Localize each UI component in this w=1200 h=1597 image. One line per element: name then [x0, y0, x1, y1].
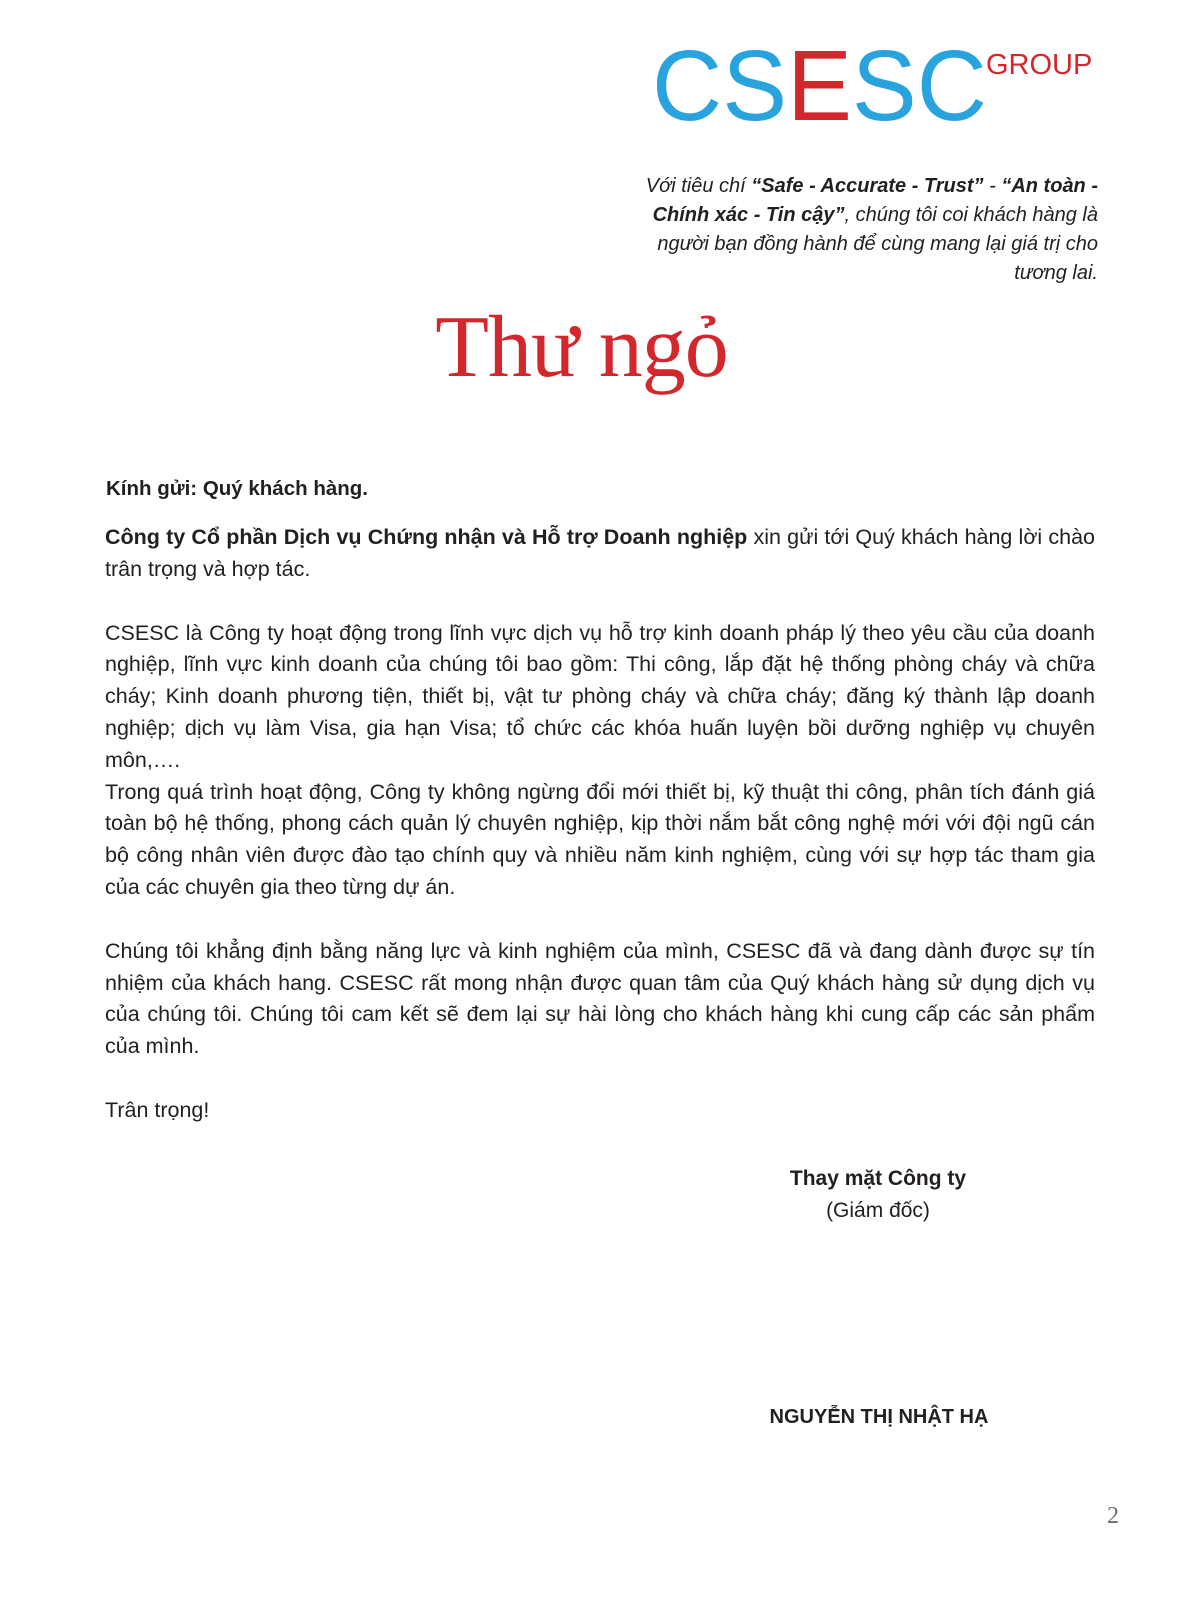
signer-name: NGUYỄN THỊ NHẬT HẠ [769, 1406, 989, 1428]
tagline-dash: - [983, 175, 1002, 197]
signature-role: Thay mặt Công ty [789, 1167, 967, 1190]
tagline-english-motto: “Safe - Accurate - Trust” [751, 175, 984, 197]
logo-wordmark [652, 46, 991, 126]
closing-text: Trân trọng! [105, 1097, 210, 1122]
logo-wordmark-sc: SC [851, 46, 991, 126]
letter-body [105, 522, 1095, 1127]
signature-title: (Giám đốc) [826, 1199, 930, 1222]
page-number: 2 [1107, 1503, 1119, 1529]
letter-greeting: Kính gửi: Quý khách hàng. [106, 477, 368, 500]
company-logo [652, 46, 1102, 126]
letter-title: Thư ngỏ [435, 299, 728, 396]
csesc-logo-graphic [652, 46, 1102, 126]
intro-text: xin gửi tới Quý khách hàng lời chào trân trọng và hợp tác. [105, 525, 1095, 581]
commitment-paragraph: Chúng tôi khẳng định bằng năng lực và kinh nghiệm của mình, CSESC đã và đang dành được sự tín nhiệm của khách hang. CSESC rất mong nhận được quan tâm của Quý khách hàng sử dụng dịch vụ của chúng tôi. Chúng tôi cam kết sẽ đem lại sự hài lòng cho khách hàng khi cung cấp các sản phẩm của mình. [105, 938, 1095, 1059]
logo-group-text: GROUP [986, 49, 1093, 81]
tagline-suffix: , chúng tôi coi khách hàng là người bạn đồng hành để cùng mang lại giá trị cho tương lai. [657, 204, 1098, 284]
signature-block [760, 1163, 996, 1227]
logo-wordmark-e: E [787, 46, 854, 126]
tagline-prefix: Với tiêu chí [645, 175, 752, 197]
tagline-vietnamese-motto: “An toàn - Chính xác - Tin cậy” [652, 175, 1098, 226]
intro-paragraph [105, 522, 1095, 586]
company-tagline [612, 172, 1098, 288]
logo-wordmark-cs: CS [652, 46, 791, 126]
company-full-name: Công ty Cổ phần Dịch vụ Chứng nhận và Hỗ trợ Doanh nghiệp [105, 525, 748, 549]
operations-paragraph: Trong quá trình hoạt động, Công ty không ngừng đổi mới thiết bị, kỹ thuật thi công, phân tích đánh giá toàn bộ hệ thống, phong cách quản lý chuyên nghiệp, kịp thời nắm bắt công nghệ mới với đội ngũ cán bộ công nhân viên được đào tạo chính quy và nhiều năm kinh nghiệm, cùng với sự hợp tác tham gia của các chuyên gia theo từng dự án. [105, 779, 1095, 899]
business-paragraph: CSESC là Công ty hoạt động trong lĩnh vực dịch vụ hỗ trợ kinh doanh pháp lý theo yêu cầu của doanh nghiệp, lĩnh vực kinh doanh của chúng tôi bao gồm: Thi công, lắp đặt hệ thống phòng cháy và chữa cháy; Kinh doanh phương tiện, thiết bị, vật tư phòng cháy và chữa cháy; đăng ký thành lập doanh nghiệp; dịch vụ làm Visa, gia hạn Visa; tổ chức các khóa huấn luyện bồi dưỡng nghiệp vụ chuyên môn,…. [105, 620, 1095, 772]
